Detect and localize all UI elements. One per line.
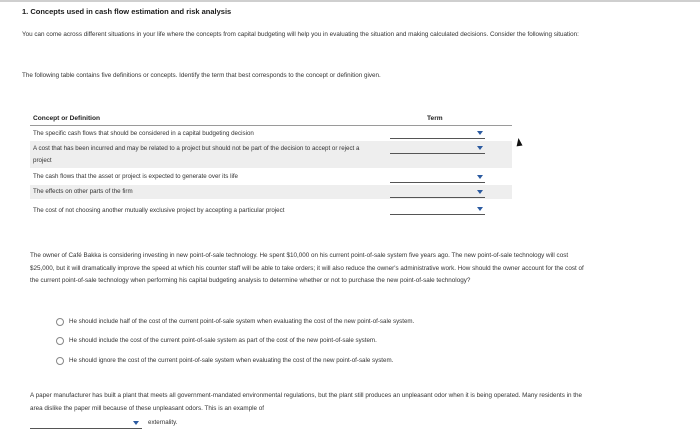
chevron-down-icon [477,175,483,179]
table-row [30,127,512,140]
option-label: He should include the cost of the current point-of-sale system as part of the cost of the new point-of-sale system. [69,337,377,344]
answer-option[interactable] [56,355,576,369]
chevron-down-icon [477,207,483,211]
concept-text: The cash flows that the asset or project is expected to generate over its life [33,173,238,180]
chevron-down-icon [133,421,139,425]
radio-button[interactable] [56,318,64,326]
term-dropdown[interactable] [390,129,485,139]
option-label: He should include half of the cost of the current point-of-sale system when evaluating the cost of the new point-of-sale system. [69,318,415,325]
intro-text: You can come across different situations in your life where the concepts from capital budgeting will help you in evaluating the situation and making calculated decisions. Consider the following situation: [22,31,579,38]
term-dropdown[interactable] [390,173,485,183]
concept-text: The cost of not choosing another mutually exclusive project by accepting a particular project [33,207,285,214]
term-dropdown[interactable] [390,188,485,198]
mouse-cursor-icon [515,138,522,147]
answer-option[interactable] [56,335,576,349]
top-divider [0,0,700,2]
instruction-text: The following table contains five definitions or concepts. Identify the term that best corresponds to the concept or definition given. [22,72,381,79]
concept-text: The specific cash flows that should be considered in a capital budgeting decision [33,130,254,137]
header-concept: Concept or Definition [33,115,101,122]
chevron-down-icon [477,146,483,150]
concept-text: The effects on other parts of the firm [33,188,133,195]
header-term: Term [427,115,443,122]
chevron-down-icon [477,131,483,135]
paper-scenario-text: A paper manufacturer has built a plant that meets all government-mandated environmental regulations, but the plant still produces an unpleasant odor when it is being operated. Many residents in the area dislike the paper mill because of these unpleasant odors. This is an example of [30,392,583,412]
chevron-down-icon [477,190,483,194]
table-row [30,170,512,184]
table-row [30,185,512,199]
radio-button[interactable] [56,357,64,365]
radio-button[interactable] [56,337,64,345]
term-dropdown[interactable] [390,144,485,154]
concept-text: A cost that has been incurred and may be related to a project but should not be part of the decision to accept or reject a project [33,145,360,164]
table-row [30,201,512,229]
answer-option[interactable] [56,316,576,330]
term-dropdown[interactable] [390,205,485,215]
scenario-text: The owner of Café Bakka is considering investing in new point-of-sale technology. He spent $10,000 on his current point-of-sale system five years ago. The new point-of-sale technology will cost $25,000, but it will dramatically improve the speed at which his counter staff will be able to take orders; it will also reduce the owner's administrative work. How should the owner account for the cost of the current point-of-sale technology when performing his capital budgeting analysis to determine whether or not to purchase the new point-of-sale technology? [30,252,584,284]
question-title: 1. Concepts used in cash flow estimation and risk analysis [22,7,232,16]
table-header [30,112,512,126]
externality-dropdown[interactable] [30,419,142,429]
externality-label: externality. [148,419,178,426]
option-label: He should ignore the cost of the current point-of-sale system when evaluating the cost of the new point-of-sale system. [69,357,394,364]
table-row [30,141,512,168]
